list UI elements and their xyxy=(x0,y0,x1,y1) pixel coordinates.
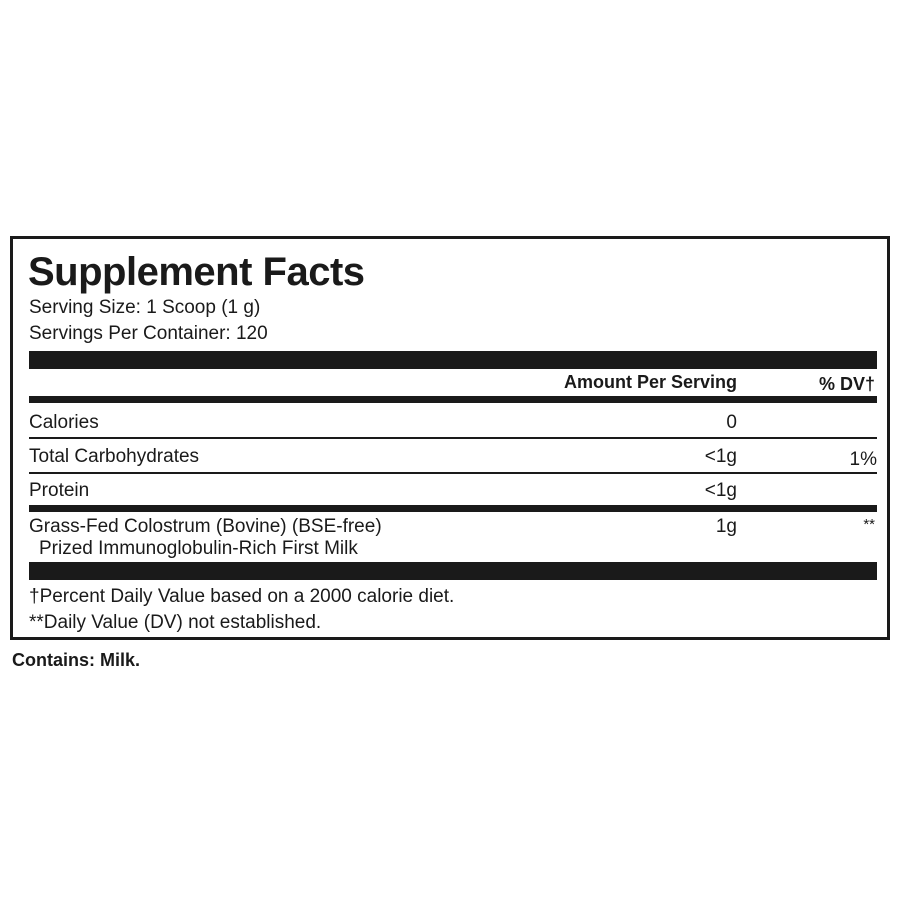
ingredient-amount: 1g xyxy=(715,516,737,537)
divider-row xyxy=(29,437,877,439)
header-percent-dv: % DV† xyxy=(818,374,875,394)
panel-title: Supplement Facts xyxy=(28,250,365,294)
servings-per-container: Servings Per Container: 120 xyxy=(29,323,268,344)
nutrient-name: Calories xyxy=(29,412,99,433)
divider-section xyxy=(29,505,877,512)
serving-size: Serving Size: 1 Scoop (1 g) xyxy=(29,297,261,318)
ingredient-description: Prized Immunoglobulin-Rich First Milk xyxy=(39,538,358,559)
nutrient-name: Protein xyxy=(29,480,90,501)
footnote-daily-value: †Percent Daily Value based on a 2000 calorie diet. xyxy=(29,586,455,607)
divider-row xyxy=(29,472,877,474)
ingredient-dv: ** xyxy=(863,516,875,533)
divider-header xyxy=(29,396,877,403)
nutrient-dv: 1% xyxy=(849,449,877,470)
nutrient-amount: <1g xyxy=(704,480,737,501)
ingredient-name: Grass-Fed Colostrum (Bovine) (BSE-free) xyxy=(29,516,382,537)
supplement-facts-panel xyxy=(10,236,890,640)
divider-thick xyxy=(29,351,877,369)
nutrient-amount: <1g xyxy=(704,446,737,467)
allergen-statement: Contains: Milk. xyxy=(12,650,141,670)
nutrient-amount: 0 xyxy=(726,412,737,433)
nutrient-name: Total Carbohydrates xyxy=(29,446,200,467)
divider-thick xyxy=(29,562,877,580)
header-amount-per-serving: Amount Per Serving xyxy=(563,372,737,392)
footnote-not-established: **Daily Value (DV) not established. xyxy=(29,612,322,633)
